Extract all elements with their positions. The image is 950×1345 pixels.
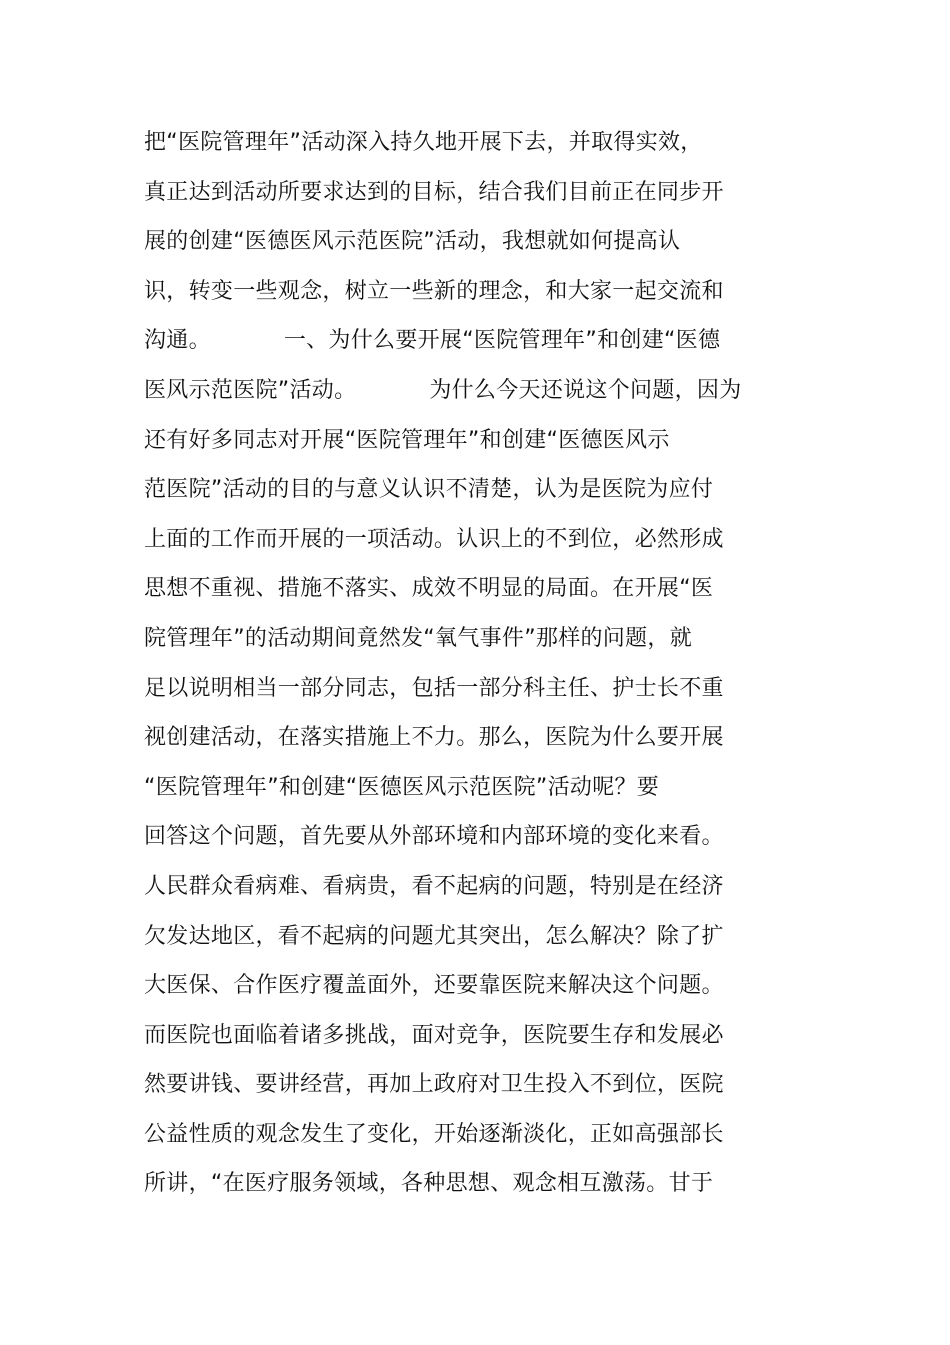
text-line: 上面的工作而开展的一项活动。认识上的不到位，必然形成: [144, 526, 724, 552]
text-line: 然要讲钱、要讲经营，再加上政府对卫生投入不到位，医院: [144, 1072, 724, 1098]
text-line: 公益性质的观念发生了变化，开始逐渐淡化，正如高强部长: [144, 1121, 724, 1147]
body-text: [144, 120, 864, 1211]
text-line: 人民群众看病难、看病贵，看不起病的问题，特别是在经济: [144, 873, 724, 899]
text-line: 欠发达地区，看不起病的问题尤其突出，怎么解决？除了扩: [144, 923, 724, 949]
text-line: 大医保、合作医疗覆盖面外，还要靠医院来解决这个问题。: [144, 973, 724, 999]
text-line: 而医院也面临着诸多挑战，面对竞争，医院要生存和发展必: [144, 1022, 724, 1048]
text-line: 回答这个问题，首先要从外部环境和内部环境的变化来看。: [144, 824, 724, 850]
text-line: 院管理年”的活动期间竟然发“氧气事件”那样的问题，就: [144, 625, 692, 651]
text-line: 所讲，“在医疗服务领域，各种思想、观念相互激荡。甘于: [144, 1171, 714, 1197]
text-line: 展的创建“医德医风示范医院”活动，我想就如何提高认: [144, 229, 681, 255]
text-line: 思想不重视、措施不落实、成效不明显的局面。在开展“医: [144, 576, 714, 602]
text-line: 识，转变一些观念，树立一些新的理念，和大家一起交流和: [144, 278, 724, 304]
text-line: 范医院”活动的目的与意义认识不清楚，认为是医院为应付: [144, 477, 714, 503]
text-line: 把“医院管理年”活动深入持久地开展下去，并取得实效，: [144, 130, 703, 155]
text-line: 真正达到活动所要求达到的目标，结合我们目前正在同步开: [144, 179, 724, 205]
text-line: 医风示范医院”活动。 为什么今天还说这个问题，因为: [144, 377, 742, 403]
text-line: “医院管理年”和创建“医德医风示范医院”活动呢？要: [144, 774, 660, 800]
text-line: 沟通。 一、为什么要开展“医院管理年”和创建“医德: [144, 328, 721, 354]
text-line: 足以说明相当一部分同志，包括一部分科主任、护士长不重: [144, 675, 724, 701]
text-line: 还有好多同志对开展“医院管理年”和创建“医德医风示: [144, 427, 670, 453]
text-line: 视创建活动，在落实措施上不力。那么，医院为什么要开展: [144, 725, 724, 751]
